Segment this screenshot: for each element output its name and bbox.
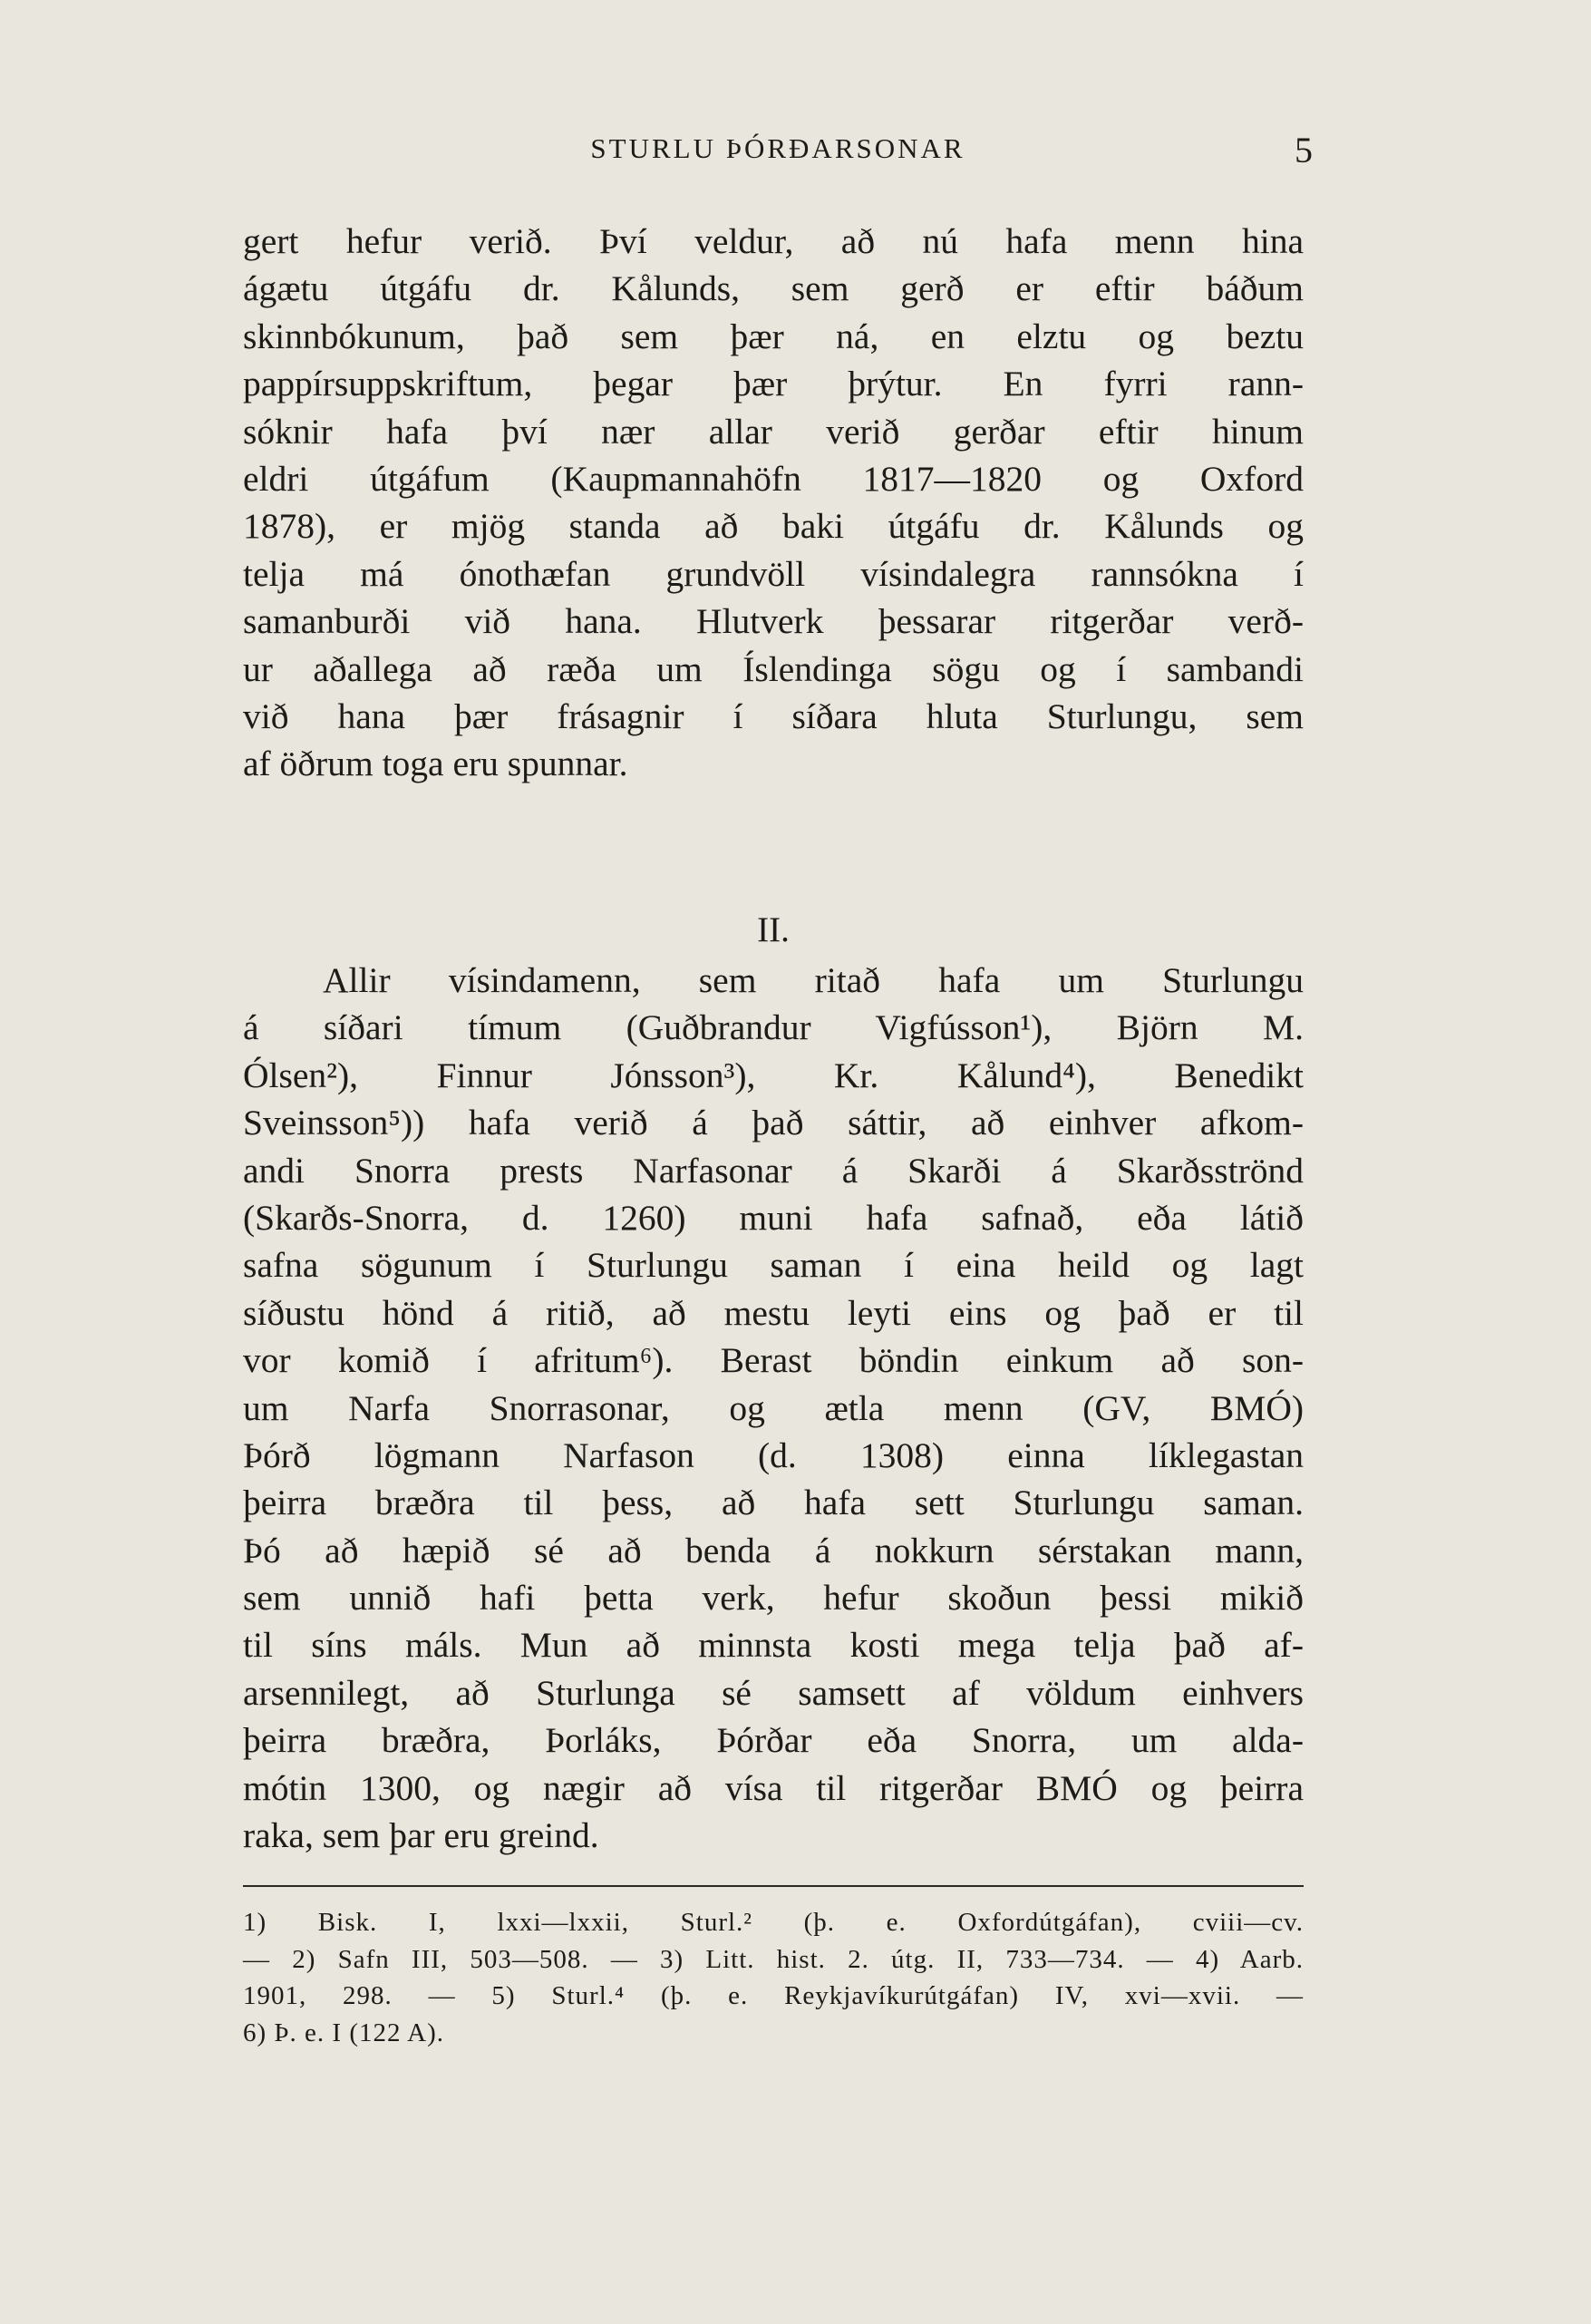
text-line: Sveinsson⁵)) hafa verið á það sáttir, að einhver afkom-	[243, 1103, 1304, 1143]
text-line: sóknir hafa því nær allar verið gerðar eftir hinum	[243, 411, 1304, 452]
text-line: (Skarðs-Snorra, d. 1260) muni hafa safnað, eða látið	[243, 1197, 1304, 1238]
running-title: STURLU ÞÓRÐARSONAR	[590, 132, 965, 164]
text-line: Ólsen²), Finnur Jónsson³), Kr. Kålund⁴), Benedikt	[243, 1055, 1304, 1095]
footnotes	[243, 1904, 1304, 2051]
text-line: arsennilegt, að Sturlunga sé samsett af völdum einhvers	[243, 1672, 1304, 1713]
text-line: Þórð lögmann Narfason (d. 1308) einna líklegastan	[243, 1434, 1304, 1475]
text-line: safna sögunum í Sturlungu saman í eina heild og lagt	[243, 1245, 1304, 1286]
running-head	[243, 132, 1313, 180]
text-line: þeirra bræðra, Þorláks, Þórðar eða Snorra, um alda-	[243, 1720, 1304, 1761]
text-line: mótin 1300, og nægir að vísa til ritgerðar BMÓ og þeirra	[243, 1767, 1304, 1808]
footnote-line: — 2) Safn III, 503—508. — 3) Litt. hist. 2. útg. II, 733—734. — 4) Aarb.	[243, 1944, 1304, 1974]
text-line: gert hefur verið. Því veldur, að nú hafa menn hina	[243, 221, 1304, 261]
text-line: 1878), er mjög standa að baki útgáfu dr. Kålunds og	[243, 506, 1304, 547]
text-line: við hana þær frásagnir í síðara hluta Sturlungu, sem	[243, 695, 1304, 736]
text-line: á síðari tímum (Guðbrandur Vigfússon¹), Björn M.	[243, 1007, 1304, 1048]
text-line: pappírsuppskriftum, þegar þær þrýtur. En fyrri rann-	[243, 364, 1304, 404]
text-line: ur aðallega að ræða um Íslendinga sögu og í sambandi	[243, 648, 1304, 689]
footnote-line: 1901, 298. — 5) Sturl.⁴ (þ. e. Reykjavíkurútgáfan) IV, xvi—xvii. —	[243, 1981, 1304, 2010]
footnote-line: 1) Bisk. I, lxxi—lxxii, Sturl.² (þ. e. Oxfordútgáfan), cviii—cv.	[243, 1908, 1304, 1937]
text-line: til síns máls. Mun að minnsta kosti mega telja það af-	[243, 1625, 1304, 1666]
text-line: sem unnið hafi þetta verk, hefur skoðun þessi mikið	[243, 1578, 1304, 1619]
text-line: þeirra bræðra til þess, að hafa sett Sturlungu saman.	[243, 1483, 1304, 1523]
text-line: Þó að hæpið sé að benda á nokkurn sérstakan mann,	[243, 1530, 1304, 1570]
page-number: 5	[1295, 130, 1313, 170]
footnote-divider	[243, 1885, 1304, 1887]
text-line: af öðrum toga eru spunnar.	[243, 744, 628, 784]
text-line: vor komið í afritum⁶). Berast böndin einkum að son-	[243, 1340, 1304, 1381]
text-line: raka, sem þar eru greind.	[243, 1815, 599, 1856]
text-line: andi Snorra prests Narfasonar á Skarði á Skarðsströnd	[243, 1150, 1304, 1191]
text-line: skinnbókunum, það sem þær ná, en elztu og beztu	[243, 316, 1304, 356]
text-line: um Narfa Snorrasonar, og ætla menn (GV, BMÓ)	[243, 1387, 1304, 1428]
text-line: síðustu hönd á ritið, að mestu leyti eins og það er til	[243, 1292, 1304, 1333]
section-heading: II.	[757, 910, 790, 949]
paragraph-2	[243, 957, 1304, 1859]
text-line: Allir vísindamenn, sem ritað hafa um Sturlungu	[323, 960, 1304, 1000]
text-line: telja má ónothæfan grundvöll vísindalegra rannsókna í	[243, 553, 1304, 594]
text-line: eldri útgáfum (Kaupmannahöfn 1817—1820 og Oxford	[243, 458, 1304, 499]
footnote-line: 6) Þ. e. I (122 A).	[243, 2018, 444, 2047]
text-line: ágætu útgáfu dr. Kålunds, sem gerð er eftir báðum	[243, 268, 1304, 309]
paragraph-1	[243, 218, 1304, 788]
text-line: samanburði við hana. Hlutverk þessarar ritgerðar verð-	[243, 601, 1304, 642]
